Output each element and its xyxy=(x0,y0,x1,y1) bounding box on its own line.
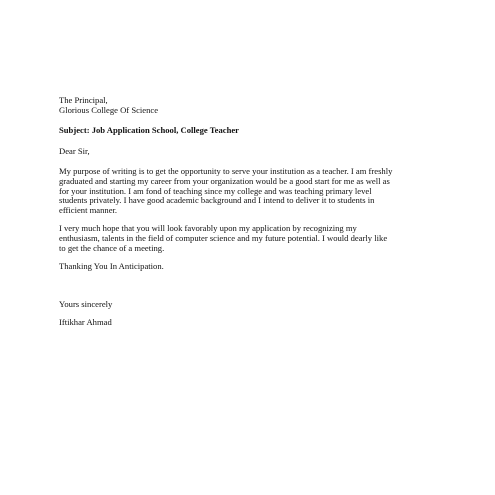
paragraph-line: I very much hope that you will look favorably upon my application by recognizing my xyxy=(59,223,357,234)
paragraph-line: efficient manner. xyxy=(59,204,118,215)
signature-name: Iftikhar Ahmad xyxy=(59,317,112,328)
address-line: Glorious College Of Science xyxy=(59,104,159,115)
paragraph-line: to get the chance of a meeting. xyxy=(59,242,165,253)
body-paragraph-2 xyxy=(59,224,439,253)
paragraph-line: graduated and starting my career from your organization would be a good start for me as well as xyxy=(59,175,390,186)
recipient-address xyxy=(59,96,439,115)
thanks-line: Thanking You In Anticipation. xyxy=(59,261,164,272)
letter-page xyxy=(59,96,439,328)
paragraph-line: for your institution. I am fond of teaching since my college and was teaching primary level xyxy=(59,185,372,196)
closing-line: Yours sincerely xyxy=(59,298,113,309)
subject-line: Subject: Job Application School, College Teacher xyxy=(59,125,239,136)
paragraph-line: students privately. I have good academic background and I intend to deliver it to students in xyxy=(59,195,375,206)
paragraph-line: My purpose of writing is to get the opportunity to serve your institution as a teacher. I am freshly xyxy=(59,166,393,177)
address-line: The Principal, xyxy=(59,95,108,105)
body-paragraph-1 xyxy=(59,167,439,215)
paragraph-line: enthusiasm, talents in the field of computer science and my future potential. I would dearly like xyxy=(59,232,388,243)
salutation: Dear Sir, xyxy=(59,145,90,156)
